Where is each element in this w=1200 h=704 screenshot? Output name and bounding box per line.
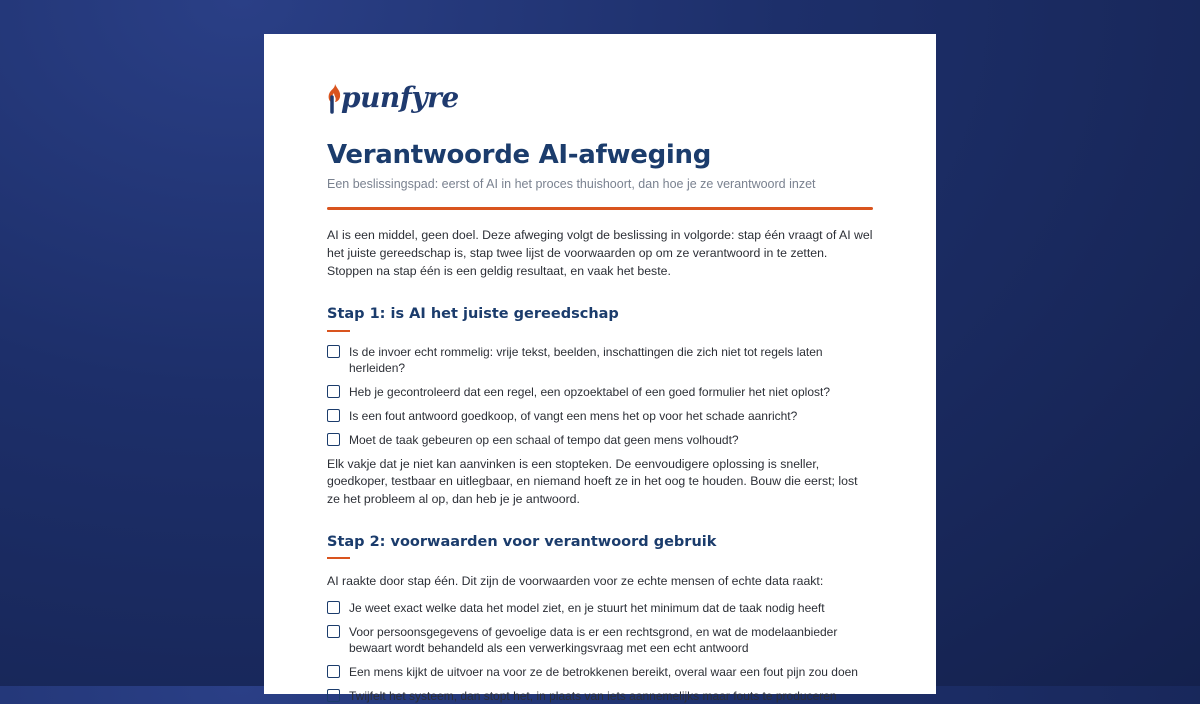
checklist-item (327, 688, 873, 704)
brand-logo (327, 80, 873, 116)
checkbox[interactable] (327, 433, 340, 446)
checklist-item-label: Voor persoonsgegevens of gevoelige data is er een rechtsgrond, en wat de modelaanbieder bewaart wordt behandeld als een verwerkingsvraag met een echt antwoord (349, 625, 838, 656)
checklist-item-label: Een mens kijkt de uitvoer na voor ze de betrokkenen bereikt, overal waar een fout pijn zou doen (349, 665, 858, 680)
title-divider (327, 207, 873, 210)
checklist-item-label: Je weet exact welke data het model ziet, en je stuurt het minimum dat de taak nodig heeft (349, 601, 825, 616)
checklist-item-label: Heb je gecontroleerd dat een regel, een opzoektabel of een goed formulier het niet oplost? (349, 384, 830, 399)
checklist-item (327, 384, 873, 400)
checklist-item (327, 664, 873, 680)
checkbox[interactable] (327, 385, 340, 398)
document-page (264, 34, 936, 704)
step1-heading-underline (327, 330, 350, 332)
checklist-item-label: Twijfelt het systeem, dan stopt het, in plaats van iets aannemelijks maar fouts te produceren (349, 689, 837, 704)
step2-heading: Stap 2: voorwaarden voor verantwoord gebruik (327, 534, 717, 551)
checklist-item (327, 344, 873, 376)
step2-heading-underline (327, 557, 350, 559)
step1-heading: Stap 1: is AI het juiste gereedschap (327, 306, 619, 323)
checklist-item (327, 432, 873, 448)
page-title: Verantwoorde AI-afweging (327, 140, 712, 170)
checkbox[interactable] (327, 601, 340, 614)
checkbox[interactable] (327, 625, 340, 638)
brand-wordmark: punfyre (341, 81, 459, 114)
checkbox[interactable] (327, 409, 340, 422)
checklist-item (327, 624, 873, 656)
checkbox[interactable] (327, 345, 340, 358)
checklist-item (327, 600, 873, 616)
page-subtitle: Een beslissingspad: eerst of AI in het proces thuishoort, dan hoe je ze verantwoord inzet (327, 177, 816, 192)
step2-intro: AI raakte door stap één. Dit zijn de voorwaarden voor ze echte mensen of echte data raakt: (327, 574, 824, 589)
checklist-item-label: Moet de taak gebeuren op een schaal of tempo dat geen mens volhoudt? (349, 432, 739, 447)
checklist-item (327, 408, 873, 424)
step2-checklist (327, 600, 873, 704)
checklist-item-label: Is een fout antwoord goedkoop, of vangt een mens het op voor het schade aanricht? (349, 408, 798, 423)
step1-conclusion: Elk vakje dat je niet kan aanvinken is een stopteken. De eenvoudigere oplossing is sneller, goedkoper, testbaar en uitlegbaar, en niemand hoeft ze in het oog te houden. Bouw die eerst; lost ze het probleem al op, dan heb je je antwoord. (327, 456, 858, 506)
checkbox[interactable] (327, 665, 340, 678)
intro-paragraph: AI is een middel, geen doel. Deze afweging volgt de beslissing in volgorde: stap één vraagt of AI wel het juiste gereedschap is, stap twee lijst de voorwaarden op om ze verantwoord in te zetten. Stoppen na stap één is een geldig resultaat, en vaak het beste. (327, 228, 873, 279)
step1-checklist (327, 344, 873, 448)
checklist-item-label: Is de invoer echt rommelig: vrije tekst, beelden, inschattingen die zich niet tot regels laten herleiden? (349, 344, 823, 375)
checkbox[interactable] (327, 689, 340, 702)
